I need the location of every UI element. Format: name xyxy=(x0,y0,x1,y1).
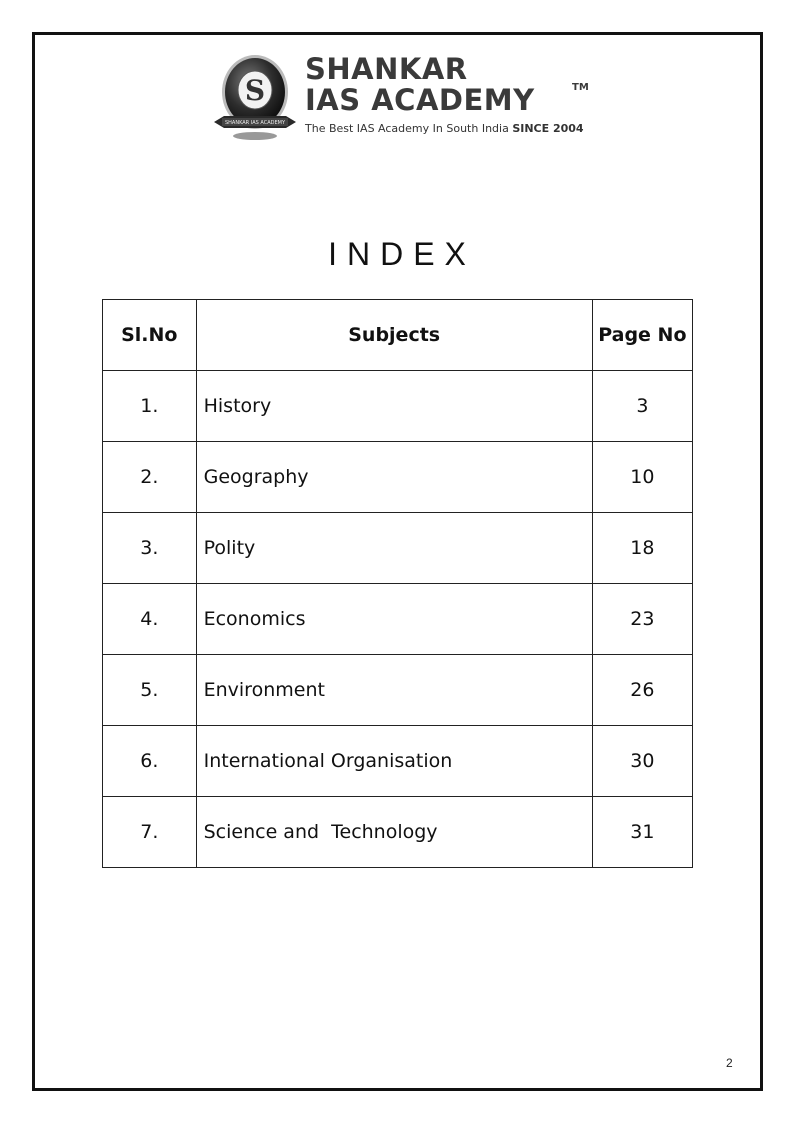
row-subject: Geography xyxy=(196,442,592,513)
table-row xyxy=(103,726,693,797)
row-page: 3 xyxy=(592,371,692,442)
row-subject: History xyxy=(196,371,592,442)
table-row xyxy=(103,584,693,655)
tagline-prefix: The Best IAS Academy In South India xyxy=(305,122,513,135)
page-number: 2 xyxy=(726,1056,733,1070)
emblem-letter: S xyxy=(244,74,266,107)
row-page: 26 xyxy=(592,655,692,726)
tagline-suffix: SINCE 2004 xyxy=(512,122,584,135)
row-subject: Science and Technology xyxy=(196,797,592,868)
emblem-ribbon-text: SHANKAR IAS ACADEMY xyxy=(224,120,286,126)
header-page-no: Page No xyxy=(592,300,692,371)
table-row xyxy=(103,513,693,584)
trademark-mark: TM xyxy=(572,82,589,93)
header-subjects: Subjects xyxy=(196,300,592,371)
table-row xyxy=(103,442,693,513)
row-sl: 2. xyxy=(103,442,197,513)
academy-logo xyxy=(210,52,590,148)
row-page: 23 xyxy=(592,584,692,655)
row-page: 31 xyxy=(592,797,692,868)
row-sl: 4. xyxy=(103,584,197,655)
table-row xyxy=(103,371,693,442)
row-subject: Polity xyxy=(196,513,592,584)
brand-line-1: SHANKAR xyxy=(305,52,468,86)
row-subject: International Organisation xyxy=(196,726,592,797)
row-page: 30 xyxy=(592,726,692,797)
row-subject: Economics xyxy=(196,584,592,655)
row-page: 10 xyxy=(592,442,692,513)
index-table xyxy=(102,299,693,868)
row-page: 18 xyxy=(592,513,692,584)
logo-wordmark xyxy=(305,54,590,135)
row-sl: 3. xyxy=(103,513,197,584)
table-header-row xyxy=(103,300,693,371)
row-sl: 7. xyxy=(103,797,197,868)
page-title: INDEX xyxy=(328,236,476,272)
row-sl: 5. xyxy=(103,655,197,726)
table-row xyxy=(103,797,693,868)
brand-tagline xyxy=(305,122,590,135)
table-row xyxy=(103,655,693,726)
row-sl: 6. xyxy=(103,726,197,797)
row-subject: Environment xyxy=(196,655,592,726)
brand-line-2: IAS ACADEMY xyxy=(305,83,535,117)
header-sl-no: Sl.No xyxy=(103,300,197,371)
academy-emblem-icon xyxy=(210,52,300,144)
row-sl: 1. xyxy=(103,371,197,442)
